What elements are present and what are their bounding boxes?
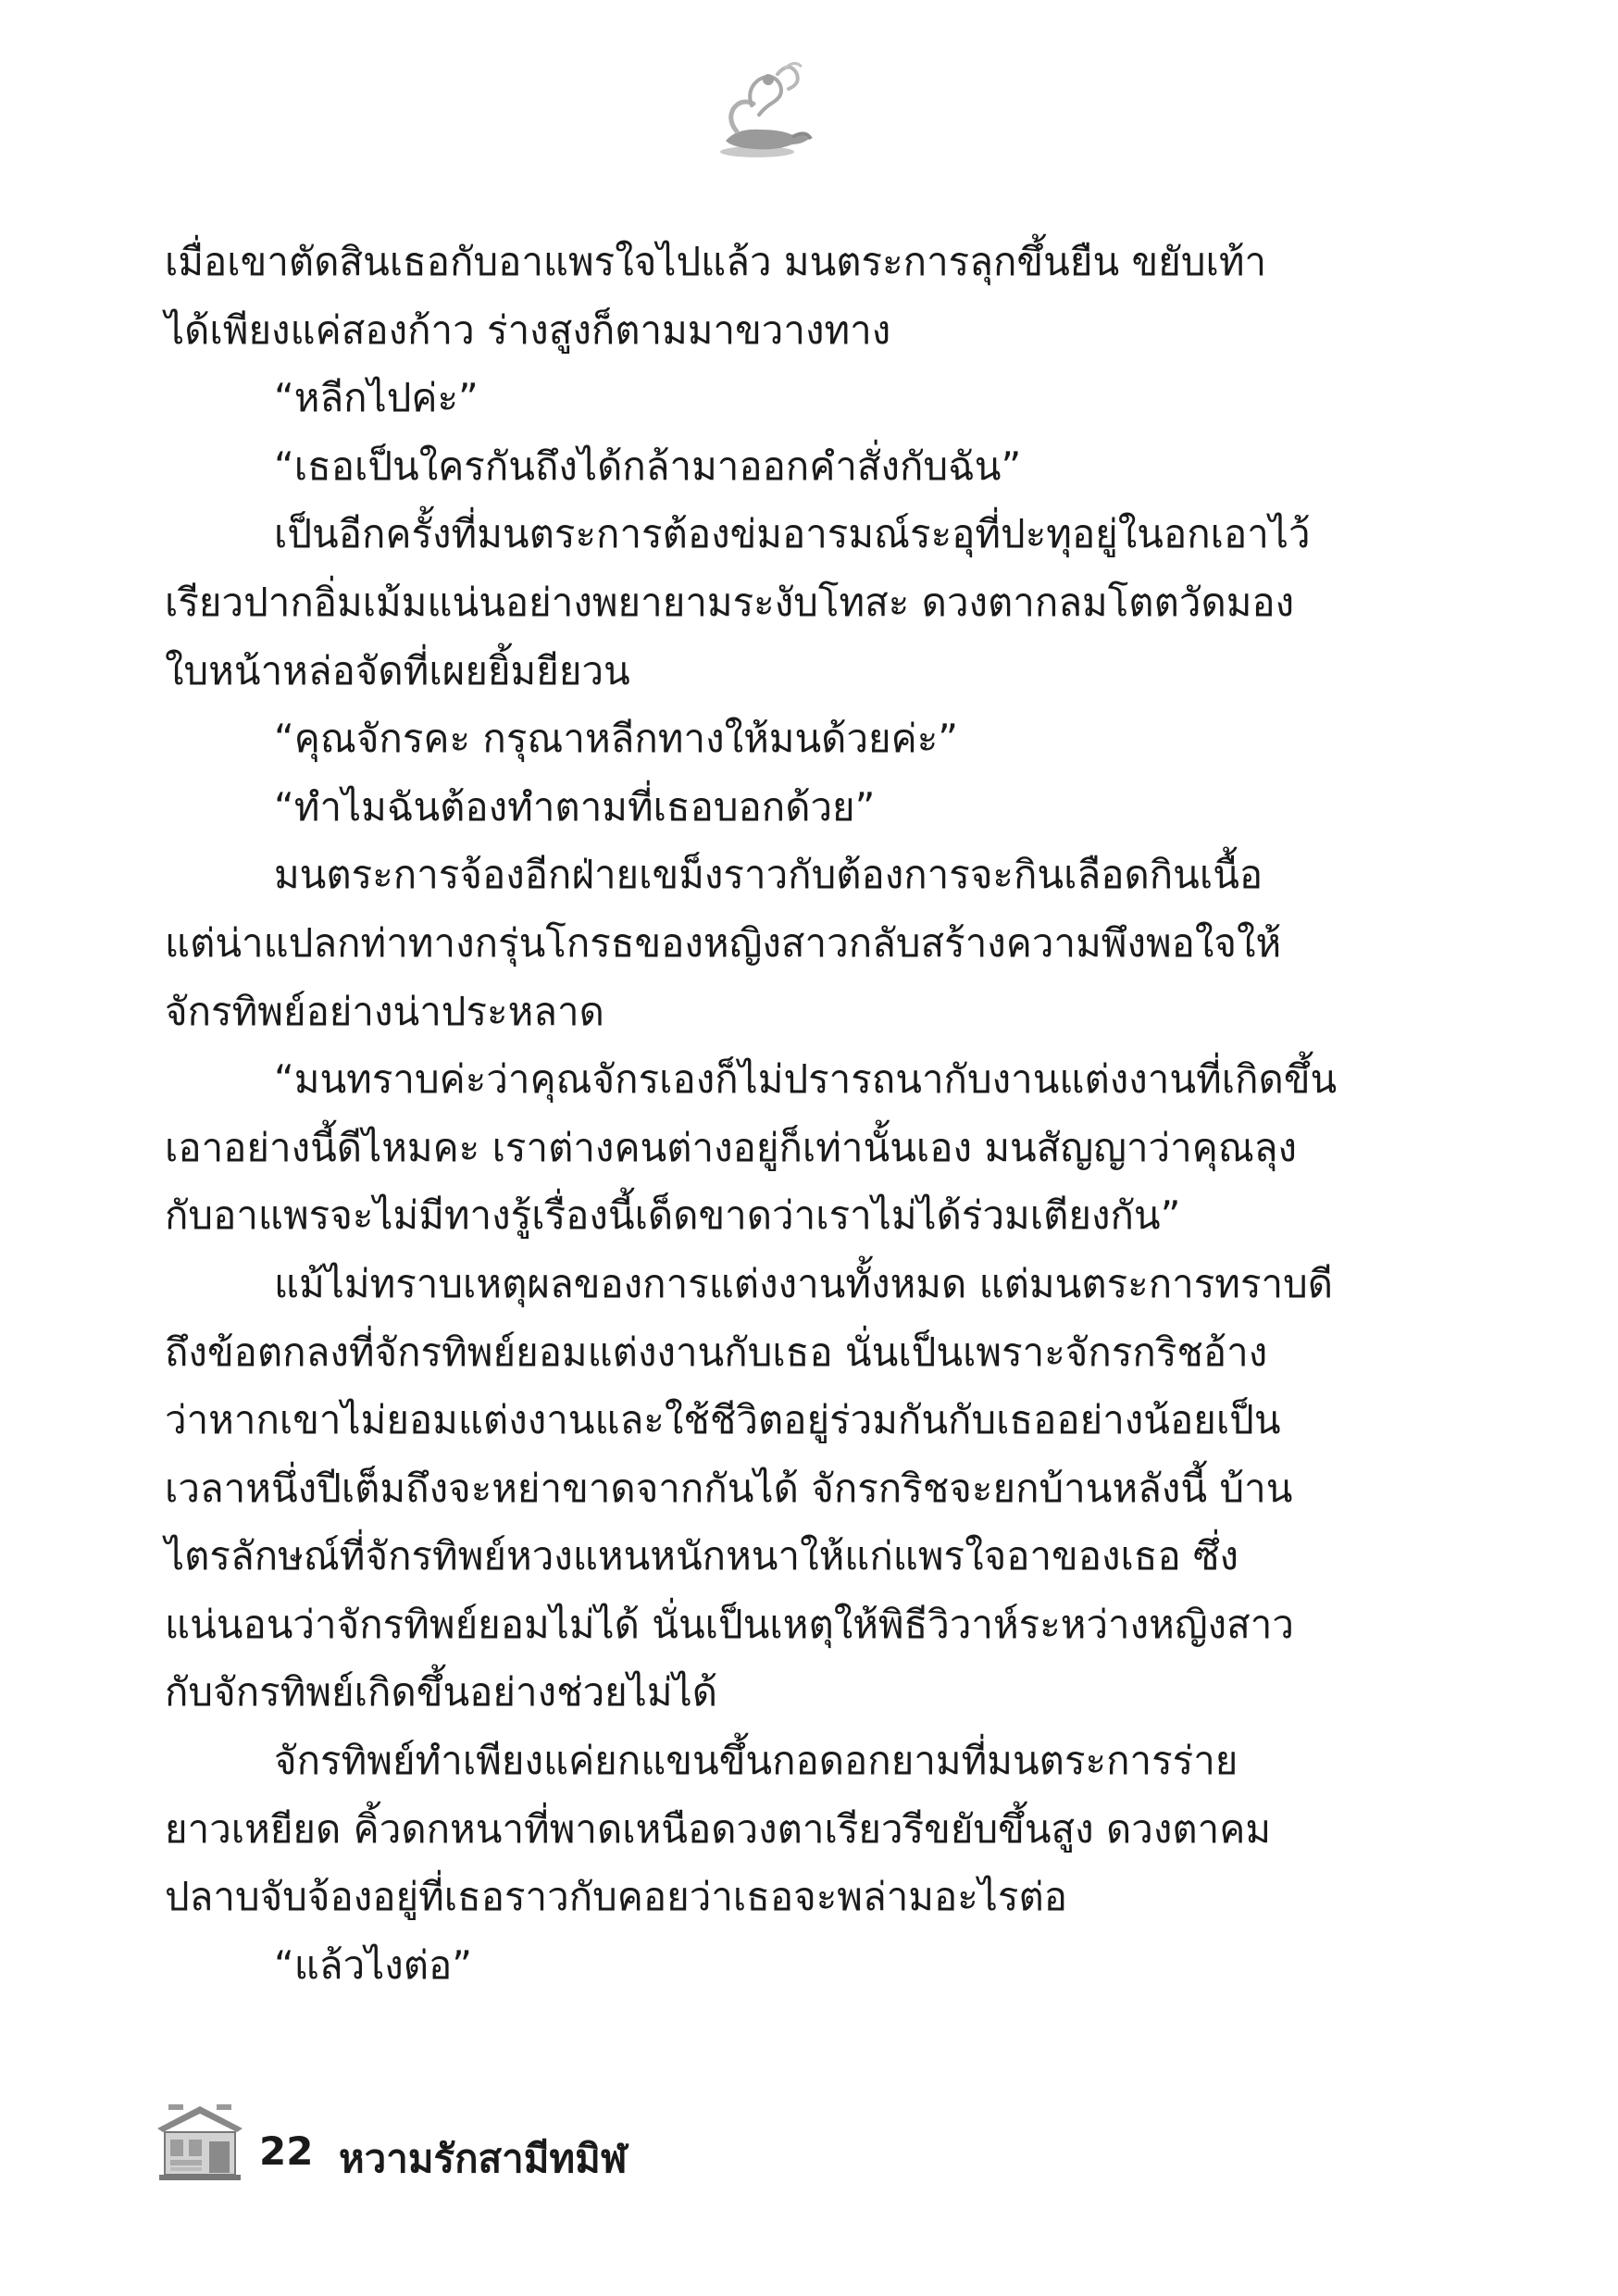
text-line: แต่น่าแปลกท่าทางกรุ่นโกรธของหญิงสาวกลับสร้างความพึงพอใจให้ [165, 919, 1282, 966]
text-line: “ทำไมฉันต้องทำตามที่เธอบอกด้วย” [274, 783, 876, 830]
text-line: “แล้วไงต่อ” [274, 1941, 473, 1988]
text-line: เมื่อเขาตัดสินเธอกับอาแพรใจไปแล้ว มนตระการลุกขึ้นยืน ขยับเท้า [165, 239, 1267, 284]
text-line: “คุณจักรคะ กรุณาหลีกทางให้มนด้วยค่ะ” [274, 716, 959, 762]
text-line: “มนทราบค่ะว่าคุณจักรเองก็ไม่ปรารถนากับงานแต่งงานที่เกิดขึ้น [274, 1056, 1338, 1103]
text-line: แม้ไม่ทราบเหตุผลของการแต่งงานทั้งหมด แต่มนตระการทราบดี [274, 1260, 1334, 1306]
text-line: ยาวเหยียด คิ้วดกหนาที่พาดเหนือดวงตาเรียวรีขยับขึ้นสูง ดวงตาคม [165, 1805, 1272, 1852]
text-line: เวลาหนึ่งปีเต็มถึงจะหย่าขาดจากกันได้ จักรกริชจะยกบ้านหลังนี้ บ้าน [165, 1465, 1293, 1511]
book-title: หวามรักสามีทมิฬ [339, 2136, 628, 2181]
page-footer [156, 2097, 989, 2190]
text-line: ใบหน้าหล่อจัดที่เผยยิ้มยียวน [165, 647, 630, 693]
text-line: เรียวปากอิ่มเม้มแน่นอย่างพยายามระงับโทสะ ดวงตากลมโตตวัดมอง [165, 579, 1295, 625]
text-line: แน่นอนว่าจักรทิพย์ยอมไม่ได้ นั่นเป็นเหตุให้พิธีวิวาห์ระหว่างหญิงสาว [165, 1601, 1294, 1647]
text-line: มนตระการจ้องอีกฝ่ายเขม็งราวกับต้องการจะกินเลือดกินเนื้อ [274, 852, 1263, 898]
text-line: ถึงข้อตกลงที่จักรทิพย์ยอมแต่งงานกับเธอ นั่นเป็นเพราะจักรกริชอ้าง [165, 1329, 1268, 1375]
text-line: จักรทิพย์อย่างน่าประหลาด [165, 988, 604, 1034]
text-line: ไตรลักษณ์ที่จักรทิพย์หวงแหนหนักหนาให้แก่แพรใจอาของเธอ ซึ่ง [165, 1533, 1239, 1579]
text-line: เอาอย่างนี้ดีไหมคะ เราต่างคนต่างอยู่ก็เท่านั้นเอง มนสัญญาว่าคุณลุง [165, 1124, 1298, 1170]
text-line: “หลีกไปค่ะ” [274, 375, 479, 421]
text-line: เป็นอีกครั้งที่มนตระการต้องข่มอารมณ์ระอุที่ปะทุอยู่ในอกเอาไว้ [274, 511, 1311, 557]
house-icon [156, 2097, 244, 2182]
text-line: ว่าหากเขาไม่ยอมแต่งงานและใช้ชีวิตอยู่ร่วมกันกับเธออย่างน้อยเป็น [165, 1397, 1281, 1443]
text-line: ได้เพียงแค่สองก้าว ร่างสูงก็ตามมาขวางทาง [165, 306, 891, 353]
text-line: จักรทิพย์ทำเพียงแค่ยกแขนขึ้นกอดอกยามที่มนตระการร่าย [274, 1738, 1238, 1784]
page-number: 22 [259, 2128, 314, 2174]
genie-lamp-icon [700, 56, 820, 167]
text-line: กับจักรทิพย์เกิดขึ้นอย่างช่วยไม่ได้ [165, 1669, 717, 1716]
body-text [165, 228, 1368, 1999]
text-line: “เธอเป็นใครกันถึงได้กล้ามาออกคำสั่งกับฉัน” [274, 443, 1022, 489]
text-line: ปลาบจับจ้องอยู่ที่เธอราวกับคอยว่าเธอจะพล่ามอะไรต่อ [165, 1874, 1067, 1920]
text-line: กับอาแพรจะไม่มีทางรู้เรื่องนี้เด็ดขาดว่าเราไม่ได้ร่วมเตียงกัน” [165, 1192, 1181, 1239]
